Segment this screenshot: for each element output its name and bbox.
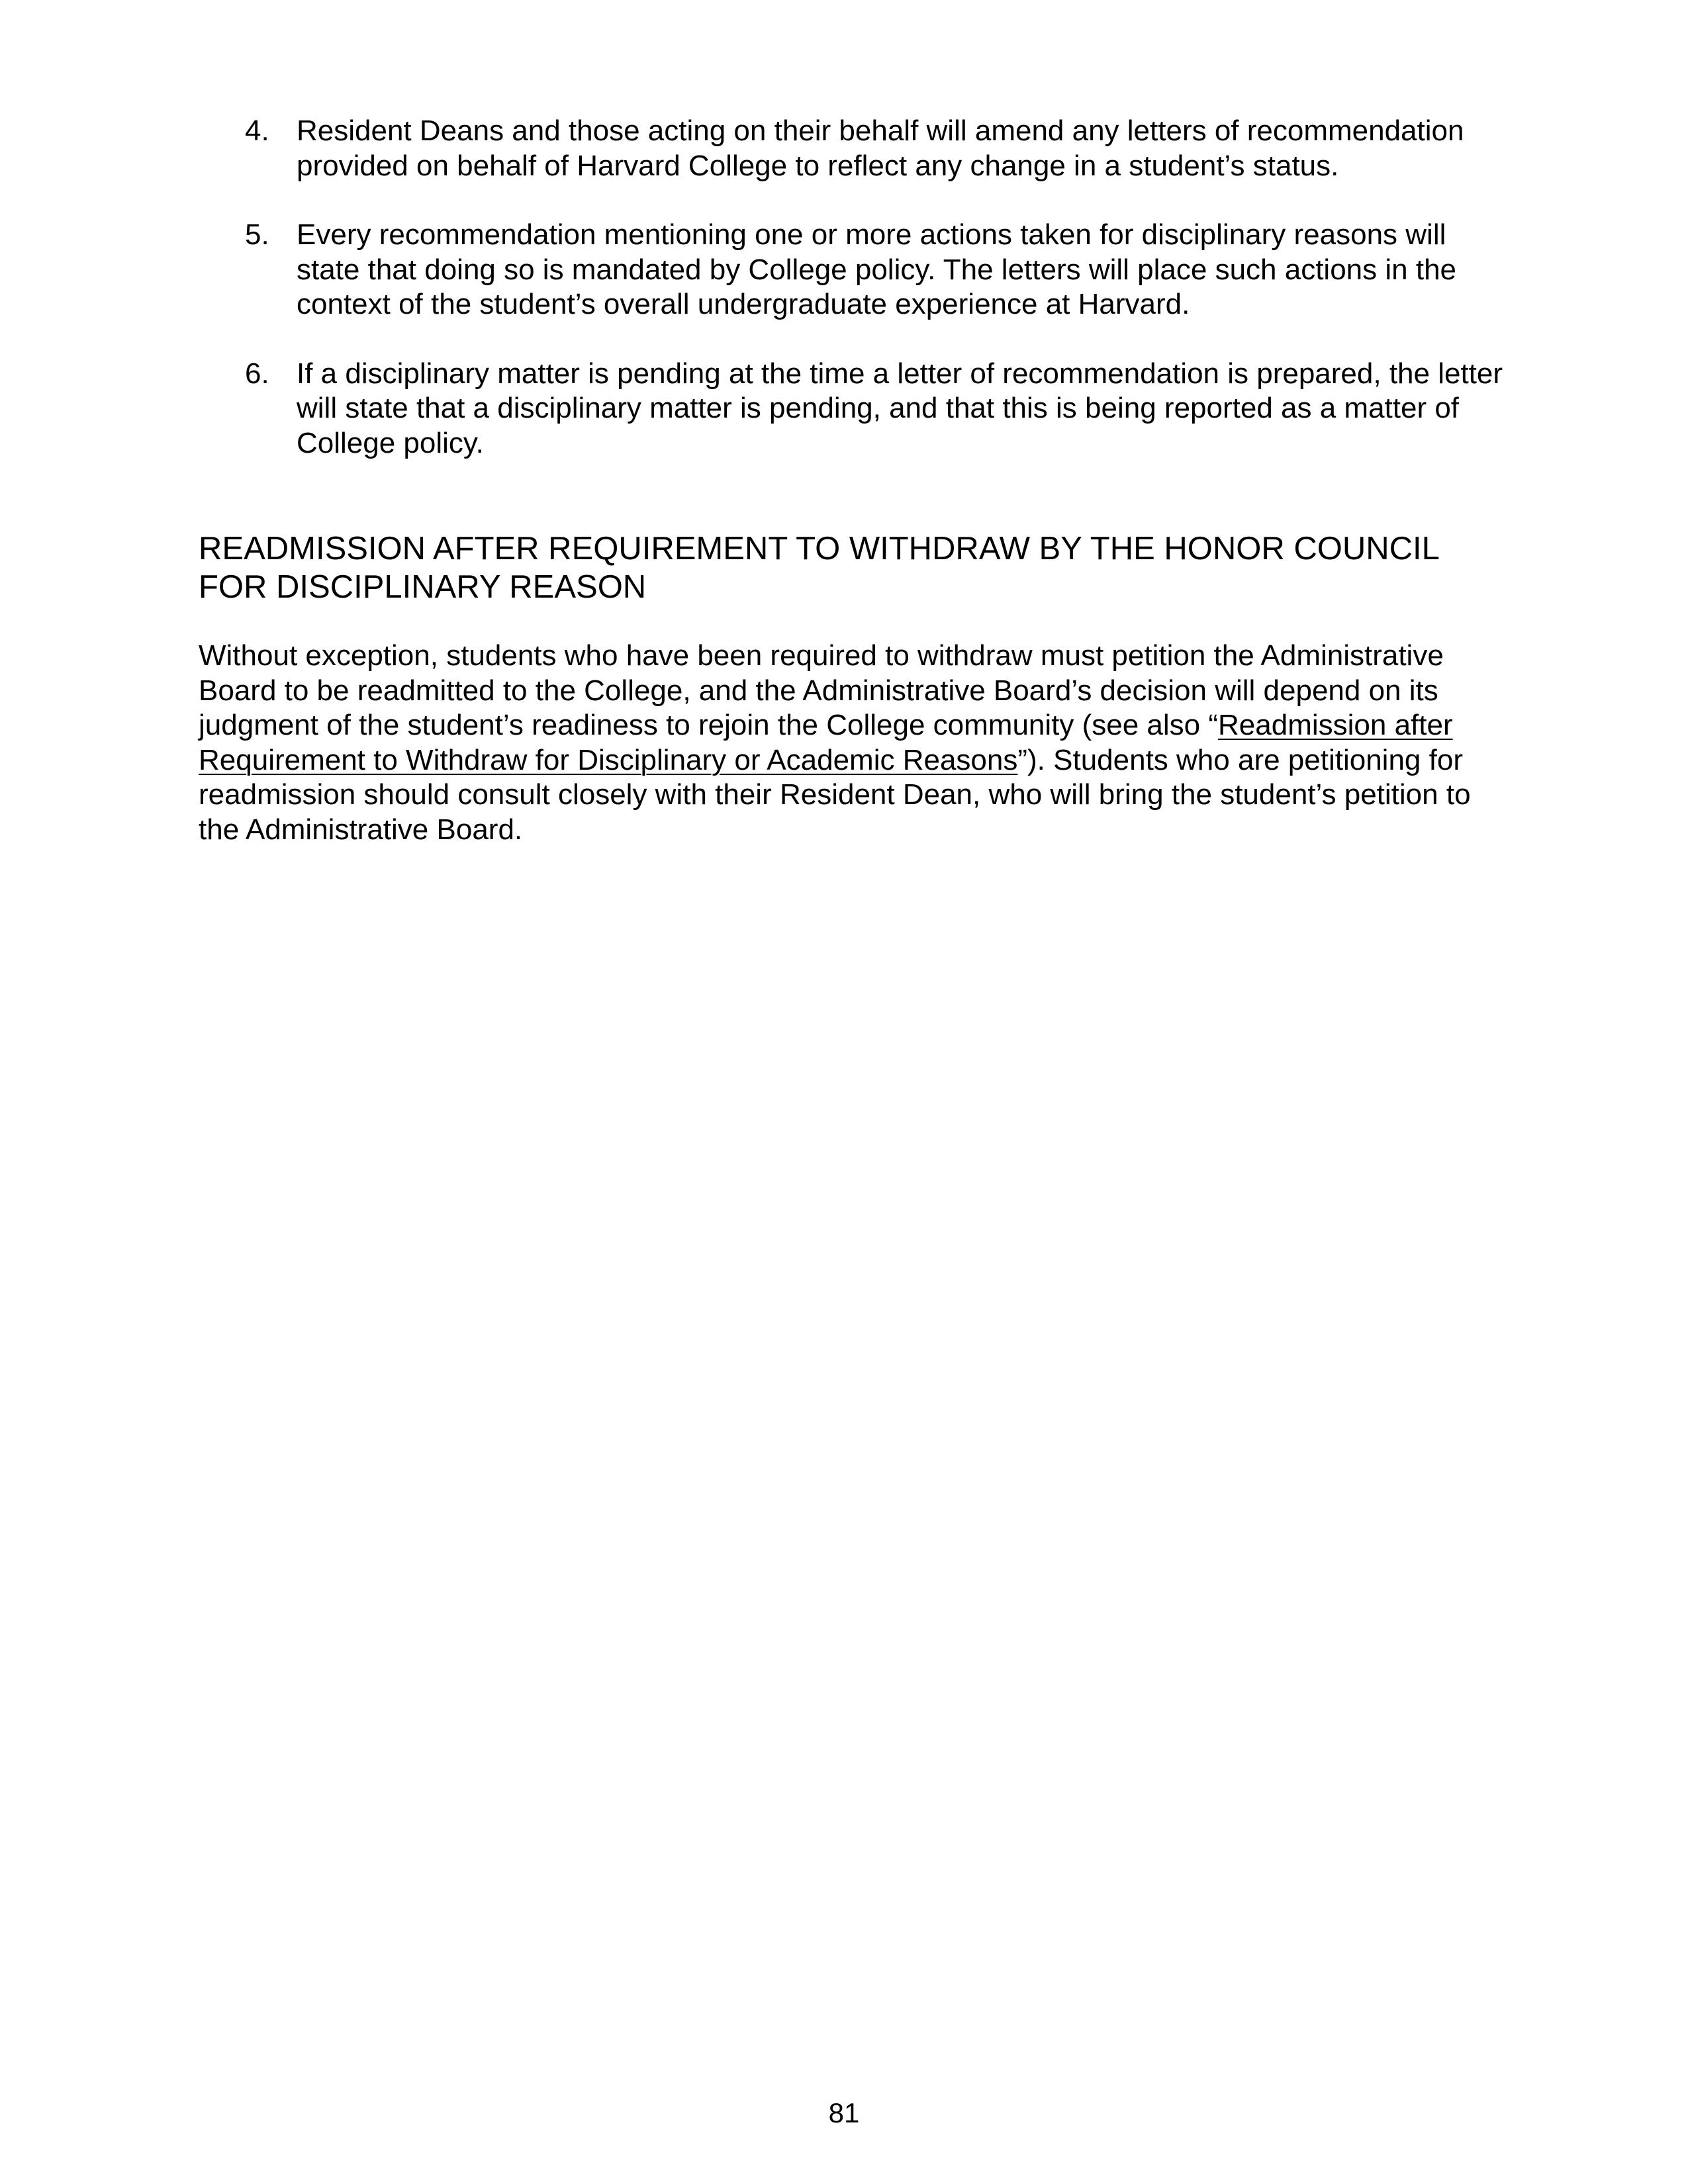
paragraph-text-after-link: ”). Students who are petitioning for readmission should consult closely with their Resident Dean, who will bring the student’s petition to the Administrative Board. [199, 743, 1471, 846]
page-number: 81 [828, 2097, 860, 2128]
list-item-number: 6. [245, 357, 269, 390]
list-item-number: 5. [245, 218, 269, 251]
section-heading: READMISSION AFTER REQUIREMENT TO WITHDRAW BY THE HONOR COUNCIL FOR DISCIPLINARY REASON [199, 531, 1439, 605]
readmission-link[interactable]: Readmission after Requirement to Withdraw for Disciplinary or Academic Reasons [199, 709, 1453, 776]
section-paragraph [199, 639, 1516, 847]
list-item-number: 4. [245, 114, 269, 147]
list-item [199, 114, 1516, 183]
list-item [199, 357, 1516, 461]
numbered-list [199, 114, 1516, 495]
list-item-text: If a disciplinary matter is pending at the time a letter of recommendation is prepared, the letter will state that a disciplinary matter is pending, and that this is being reported as a matter of College policy. [297, 357, 1503, 459]
list-item [199, 218, 1516, 322]
list-item-text: Every recommendation mentioning one or more actions taken for disciplinary reasons will state that doing so is mandated by College policy. The letters will place such actions in the context of the student’s overall undergraduate experience at Harvard. [297, 218, 1457, 320]
list-item-text: Resident Deans and those acting on their behalf will amend any letters of recommendation provided on behalf of Harvard College to reflect any change in a student’s status. [297, 114, 1464, 182]
paragraph-text-before-link: Without exception, students who have been required to withdraw must petition the Administrative Board to be readmitted to the College, and the Administrative Board’s decision will depend on its judgment of the student’s readiness to rejoin the College community (see also “ [199, 639, 1444, 741]
